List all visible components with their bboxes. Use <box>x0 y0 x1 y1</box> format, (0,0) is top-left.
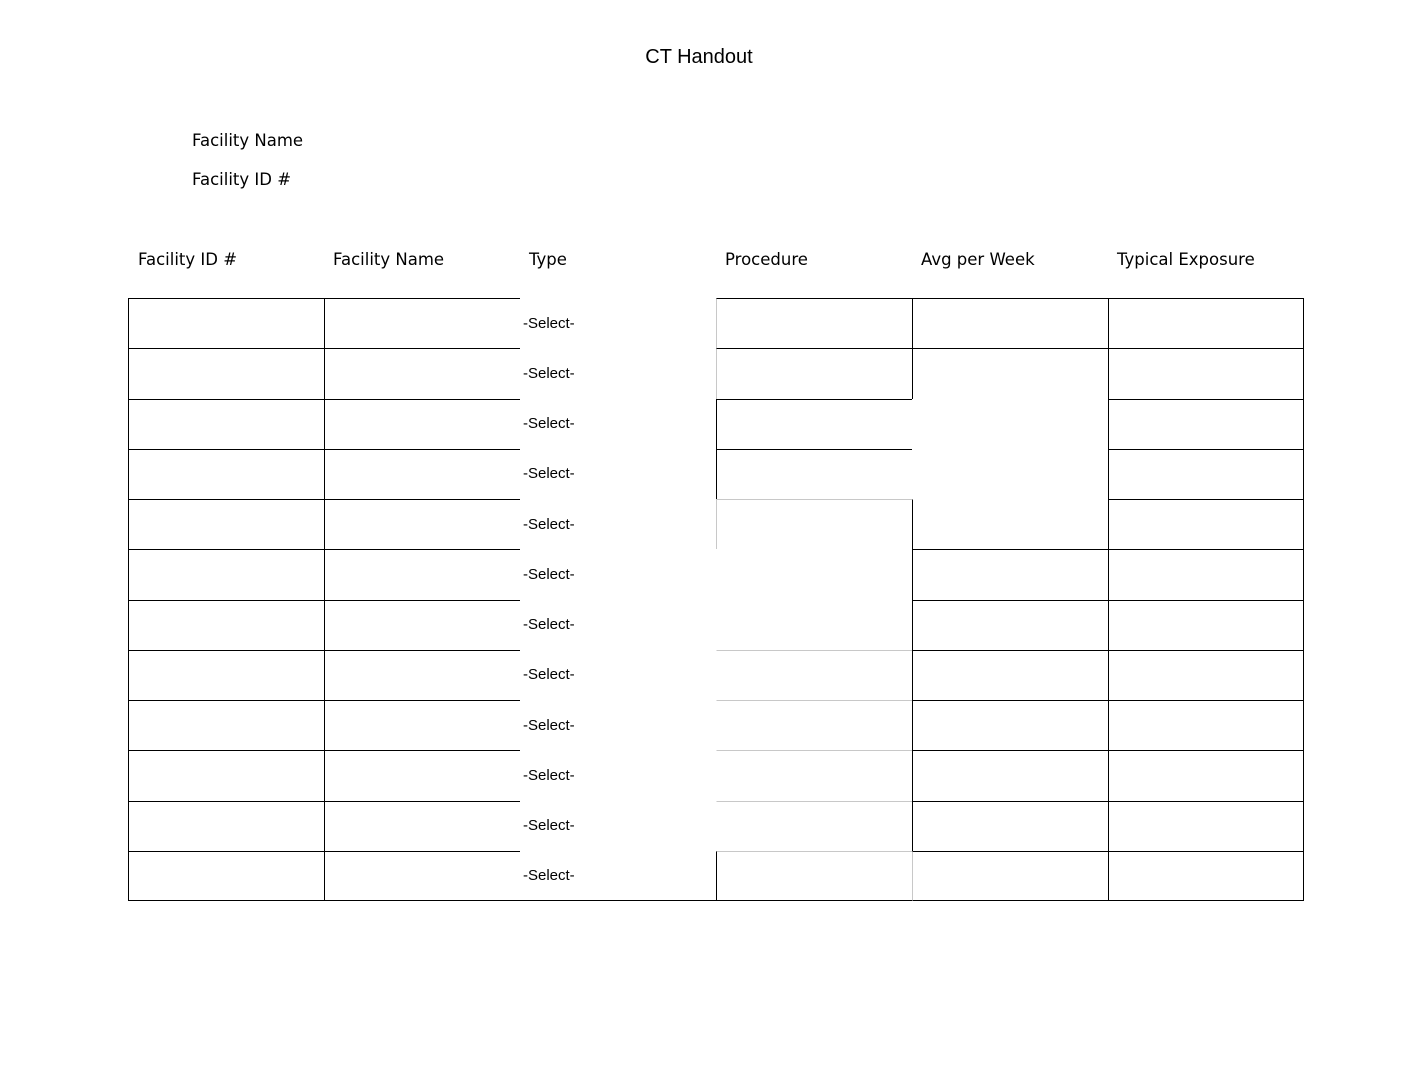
avg-per-week-field[interactable] <box>912 449 1108 499</box>
typical-exposure-field[interactable] <box>1108 348 1304 398</box>
facility-name-field[interactable] <box>324 298 520 348</box>
avg-per-week-field[interactable] <box>912 801 1108 851</box>
page-title: CT Handout <box>645 46 753 68</box>
facility-name-field[interactable] <box>324 600 520 650</box>
facility-name-field[interactable] <box>324 549 520 599</box>
typical-exposure-field[interactable] <box>1108 399 1304 449</box>
facility-name-field[interactable] <box>324 851 520 901</box>
typical-exposure-field[interactable] <box>1108 449 1304 499</box>
column-header-typical-exposure: Typical Exposure <box>1117 250 1255 269</box>
procedure-field[interactable] <box>716 298 912 348</box>
facility-id-field[interactable] <box>128 499 324 549</box>
facility-table <box>128 298 1304 901</box>
facility-id-field[interactable] <box>128 549 324 599</box>
facility-id-label: Facility ID # <box>192 170 292 189</box>
avg-per-week-field[interactable] <box>912 851 1108 901</box>
facility-name-field[interactable] <box>324 650 520 700</box>
facility-name-label: Facility Name <box>192 131 304 150</box>
facility-name-field[interactable] <box>324 801 520 851</box>
type-select[interactable]: -Select- <box>520 499 716 549</box>
typical-exposure-field[interactable] <box>1108 499 1304 549</box>
facility-id-field[interactable] <box>128 650 324 700</box>
procedure-field[interactable] <box>716 750 912 800</box>
type-select[interactable]: -Select- <box>520 449 716 499</box>
procedure-field[interactable] <box>716 650 912 700</box>
typical-exposure-field[interactable] <box>1108 801 1304 851</box>
facility-id-field[interactable] <box>128 399 324 449</box>
facility-id-field[interactable] <box>128 298 324 348</box>
typical-exposure-field[interactable] <box>1108 298 1304 348</box>
facility-id-field[interactable] <box>128 600 324 650</box>
type-select[interactable]: -Select- <box>520 750 716 800</box>
procedure-field[interactable] <box>716 600 912 650</box>
column-header-facility-id: Facility ID # <box>138 250 238 269</box>
procedure-field[interactable] <box>716 499 912 549</box>
procedure-field[interactable] <box>716 348 912 398</box>
procedure-field[interactable] <box>716 399 912 449</box>
typical-exposure-field[interactable] <box>1108 700 1304 750</box>
procedure-field[interactable] <box>716 549 912 599</box>
facility-name-field[interactable] <box>324 348 520 398</box>
avg-per-week-field[interactable] <box>912 348 1108 398</box>
column-header-procedure: Procedure <box>725 250 808 269</box>
column-header-type: Type <box>529 250 567 269</box>
typical-exposure-field[interactable] <box>1108 600 1304 650</box>
facility-name-field[interactable] <box>324 750 520 800</box>
typical-exposure-field[interactable] <box>1108 549 1304 599</box>
type-select[interactable]: -Select- <box>520 801 716 851</box>
procedure-field[interactable] <box>716 449 912 499</box>
typical-exposure-field[interactable] <box>1108 851 1304 901</box>
facility-id-field[interactable] <box>128 801 324 851</box>
procedure-field[interactable] <box>716 700 912 750</box>
type-select[interactable]: -Select- <box>520 549 716 599</box>
facility-id-field[interactable] <box>128 348 324 398</box>
avg-per-week-field[interactable] <box>912 600 1108 650</box>
type-select[interactable]: -Select- <box>520 650 716 700</box>
facility-id-field[interactable] <box>128 449 324 499</box>
avg-per-week-field[interactable] <box>912 650 1108 700</box>
type-select[interactable]: -Select- <box>520 600 716 650</box>
facility-id-field[interactable] <box>128 851 324 901</box>
procedure-field[interactable] <box>716 851 912 901</box>
typical-exposure-field[interactable] <box>1108 650 1304 700</box>
avg-per-week-field[interactable] <box>912 399 1108 449</box>
facility-name-field[interactable] <box>324 700 520 750</box>
typical-exposure-field[interactable] <box>1108 750 1304 800</box>
facility-id-field[interactable] <box>128 700 324 750</box>
facility-name-field[interactable] <box>324 449 520 499</box>
avg-per-week-field[interactable] <box>912 298 1108 348</box>
facility-id-field[interactable] <box>128 750 324 800</box>
column-header-avg-per-week: Avg per Week <box>921 250 1035 269</box>
type-select[interactable]: -Select- <box>520 851 716 901</box>
facility-name-field[interactable] <box>324 499 520 549</box>
type-select[interactable]: -Select- <box>520 399 716 449</box>
avg-per-week-field[interactable] <box>912 499 1108 549</box>
procedure-field[interactable] <box>716 801 912 851</box>
type-select[interactable]: -Select- <box>520 348 716 398</box>
avg-per-week-field[interactable] <box>912 549 1108 599</box>
column-header-facility-name: Facility Name <box>333 250 445 269</box>
type-select[interactable]: -Select- <box>520 298 716 348</box>
avg-per-week-field[interactable] <box>912 750 1108 800</box>
facility-name-field[interactable] <box>324 399 520 449</box>
type-select[interactable]: -Select- <box>520 700 716 750</box>
avg-per-week-field[interactable] <box>912 700 1108 750</box>
